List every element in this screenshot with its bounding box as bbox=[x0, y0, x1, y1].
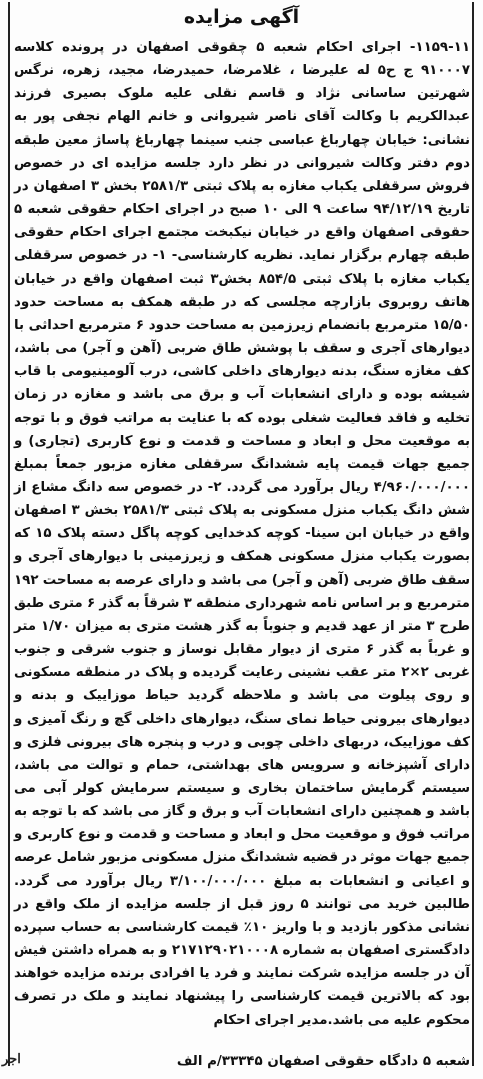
notice-title: آگهی مزایده bbox=[183, 6, 300, 28]
page-edge-mark: اجر bbox=[2, 1052, 21, 1067]
notice-footer-text: شعبه ۵ دادگاه حقوقی اصفهان ۳۳۳۴۵/م الف bbox=[176, 1054, 470, 1069]
notice-body-text: ۱۱۵۹-۱۱- اجرای احکام شعبه ۵ چقوقی اصفهان در پرونده کلاسه ۹۱۰۰۰۷ ج ح۵ له علیرضا ، غلامرضا، حمیدرضا، مجید، زهره، نرگس شهرتین ساسانی نژاد و قاسم نقلی علیه ملوک بصیری فرزند عبدالکریم با وکالت آقای ناصر شیروانی و خانم الهام نجفی پور به نشانی: خیابان چهارباغ عباسی جنب سینما چهارباغ پاساژ معین طبقه دوم دفتر وکالت شیروانی در نظر دارد جلسه مزایده ای در خصوص فروش سرقفلی یکباب مغازه به پلاک ثبتی ۲۵۸۱/۳ بخش ۳ اصفهان در تاریخ ۹۴/۱۲/۱۹ ساعت ۹ الی ۱۰ صبح در اجرای احکام حقوقی شعبه ۵ حقوقی اصفهان واقع در خیابان نیکبخت مجتمع اجرای احکام حقوقی طبقه چهارم برگزار نماید. نظریه کارشناسی- ۱- در خصوص سرقفلی یکباب مغازه با پلاک ثبتی ۸۵۴/۵ بخش۳ ثبت اصفهان واقع در خیابان هاتف روبروی بازارچه مجلسی که در طبقه همکف به مساحت حدود ۱۵/۵۰ مترمربع بانضمام زیرزمین به مساحت حدود ۶ مترمربع احداثی با دیوارهای آجری و سقف با پوشش طاق ضربی (آهن و آجر) می باشد، کف مغازه سنگ، بدنه دیوارهای داخلی کاشی، درب آلومینیومی با قاب شیشه بوده و دارای انشعابات آب و برق می باشد و مغازه در زمان تخلیه و فاقد فعالیت شغلی بوده که با عنایت به مراتب فوق و با توجه به موقعیت محل و ابعاد و مساحت و قدمت و نوع کاربری (تجاری) و جمیع جهات قیمت پایه ششدانگ سرقفلی مغازه مزبور جمعاً بمبلغ ۴/۹۶۰/۰۰۰/۰۰۰ ریال برآورد می گردد. ۲- در خصوص سه دانگ مشاع از شش دانگ یکباب منزل مسکونی به پلاک ثبتی ۲۵۸۱/۳ بخش ۳ اصفهان واقع در خیابان ابن سینا- کوچه کدخدایی کوچه پاگل دسته پلاک ۱۵ که بصورت یکباب منزل مسکونی همکف و زیرزمینی با دیوارهای آجری و سقف طاق ضربی (آهن و آجر) می باشد و دارای عرصه به مساحت ۱۹۲ مترمربع و بر اساس نامه شهرداری منطقه ۳ شرقاً به گذر ۶ متری طبق طرح ۳ متر از عهد قدیم و جنوباً به گذر هشت متری به میزان ۱/۷۰ متر و غرباً به گذر ۶ متری از دیوار مقابل نوساز و جنوب شرقی و جنوب غربی ۲×۲ متر عقب نشینی رعایت گردیده و پلاک در منطقه مسکونی و روی پیلوت می باشد و ملاحظه گردید حیاط موزاییک و بدنه و دیوارهای بیرونی حیاط نمای سنگ، دیوارهای داخلی گچ و رنگ آمیزی و کف موزاییک، دربهای داخلی چوبی و درب و پنجره های بیرونی فلزی و دارای آشپزخانه و سرویس های بهداشتی، حمام و توالت می باشد، سیستم گرمایش ساختمان بخاری و سیستم سرمایش کولر آبی می باشد و همچنین دارای انشعابات آب و برق و گاز می باشد که با توجه به مراتب فوق و موقعیت محل و ابعاد و مساحت و قدمت و نوع کاربری و جمیع جهات موثر در قضیه ششدانگ منزل مسکونی مزبور شامل عرصه و اعیانی و انشعابات به مبلغ ۳/۱۰۰/۰۰۰/۰۰۰ ریال برآورد می گردد. طالبین خرید می توانند ۵ روز قبل از جلسه مزایده از ملک واقع در نشانی مذکور بازدید و با واریز ۱۰٪ قیمت کارشناسی به حساب سپرده دادگستری اصفهان به شماره ۲۱۷۱۲۹۰۲۱۰۰۰۸ و به همراه داشتن فیش آن در جلسه مزایده شرکت نمایند و فرد یا افرادی برنده مزایده خواهند بود که بالاترین قیمت کارشناسی را پیشنهاد نمایند و ملک در تصرف محکوم علیه می باشد.مدیر اجرای احکام bbox=[14, 40, 471, 1028]
